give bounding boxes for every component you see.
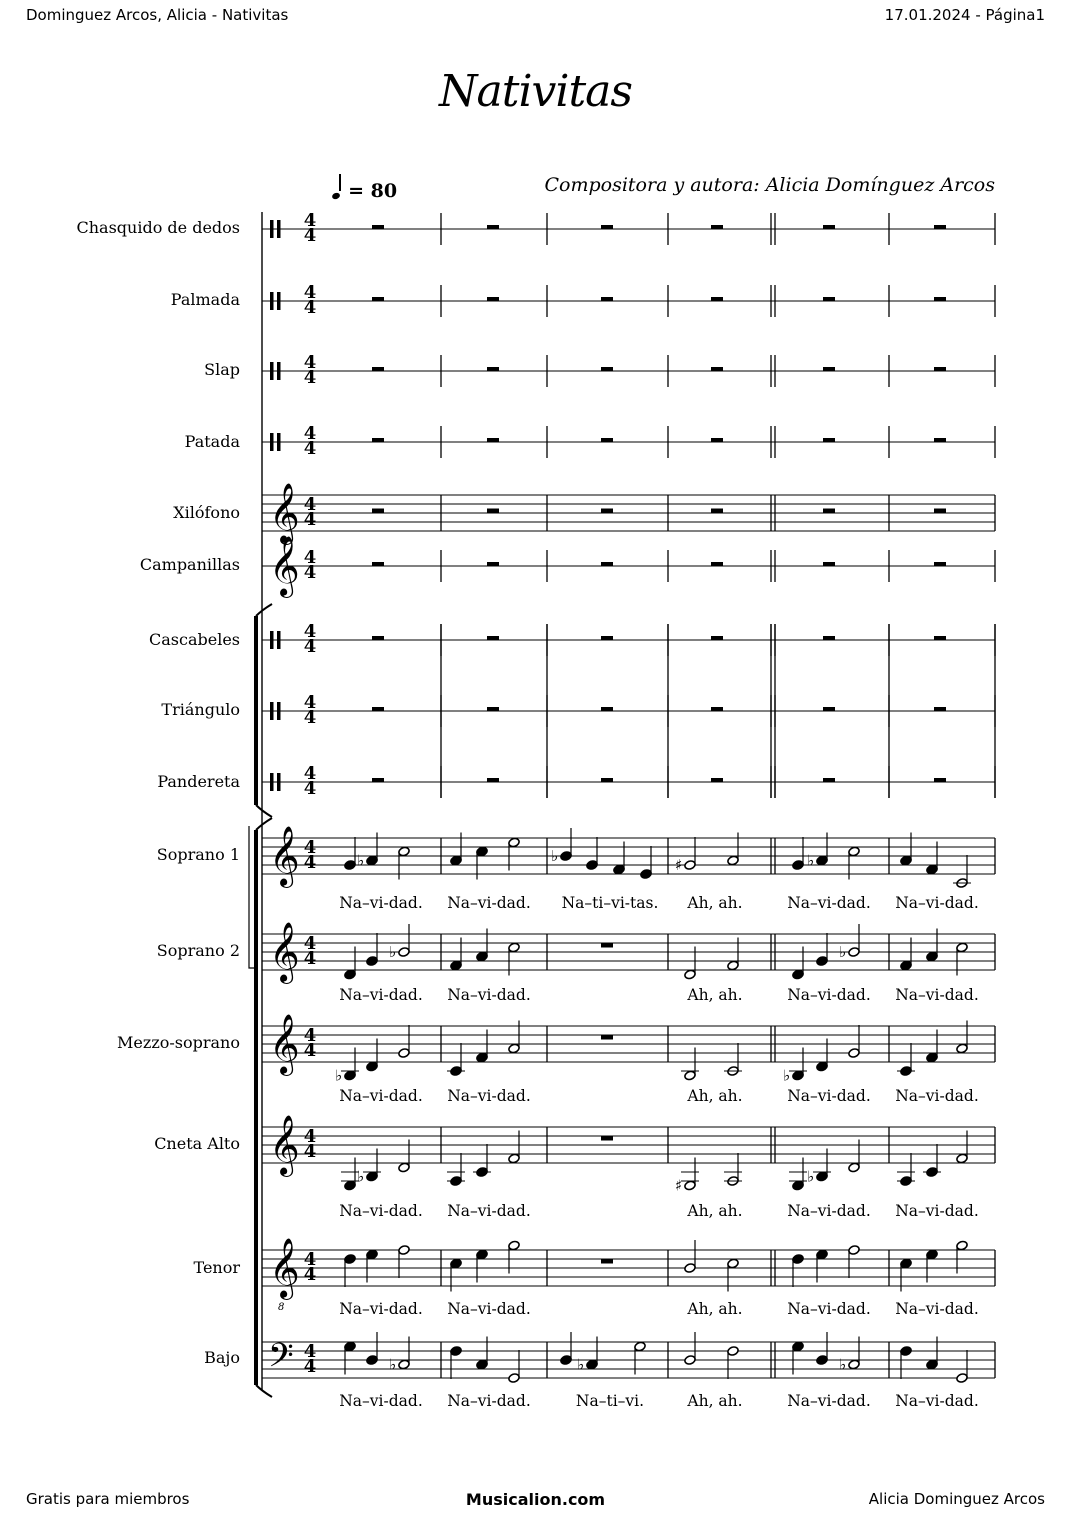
lyric: Na–vi-dad. (447, 986, 531, 1004)
percussion-clef-icon (270, 773, 274, 791)
rest-icon (487, 562, 499, 567)
lyric: Na–vi-dad. (787, 1202, 871, 1220)
treble-clef-icon: 𝄞 (269, 1014, 300, 1074)
time-signature-top: 4 (303, 621, 317, 642)
lyric: Na–vi-dad. (787, 894, 871, 912)
rest-icon (487, 367, 499, 372)
time-signature-bottom: 4 (303, 1040, 317, 1061)
time-signature-top: 4 (303, 1249, 317, 1270)
rest-icon (601, 438, 613, 443)
tempo-value: = 80 (348, 180, 398, 202)
rest-icon (823, 367, 835, 372)
instrument-label: Tenor (193, 1258, 240, 1277)
svg-text:♭: ♭ (551, 847, 559, 865)
percussion-bracket-hook-bottom (256, 805, 272, 817)
rest-icon (711, 509, 723, 514)
rest-icon (823, 562, 835, 567)
instrument-label: Xilófono (173, 503, 240, 522)
lyric: Na–vi-dad. (447, 1300, 531, 1318)
rest-icon (711, 636, 723, 641)
rest-icon (372, 225, 384, 230)
time-signature-top: 4 (303, 547, 317, 568)
note-icon (344, 1254, 356, 1287)
time-signature-top: 4 (303, 494, 317, 515)
time-signature-bottom: 4 (303, 636, 317, 657)
lyric: Na–vi-dad. (787, 986, 871, 1004)
rest-icon (711, 707, 723, 712)
percussion-clef-icon (277, 702, 281, 720)
octave-mark: 8 (278, 1302, 285, 1313)
time-signature-top: 4 (303, 692, 317, 713)
time-signature-top: 4 (303, 1126, 317, 1147)
time-signature-bottom: 4 (303, 297, 317, 318)
time-signature-bottom: 4 (303, 707, 317, 728)
lyric: Na–vi-dad. (447, 1202, 531, 1220)
choir-bracket-hook-bottom (256, 1385, 272, 1397)
rest-icon (487, 438, 499, 443)
note-icon (366, 933, 378, 966)
time-signature-top: 4 (303, 1341, 317, 1362)
percussion-clef-icon (270, 702, 274, 720)
note-icon (816, 933, 828, 966)
instrument-label: Slap (204, 360, 240, 379)
treble-clef-icon: 𝄞 (269, 483, 300, 543)
lyric: Na–vi-dad. (447, 1087, 531, 1105)
rest-icon (823, 297, 835, 302)
rest-icon (711, 367, 723, 372)
note-icon (956, 1350, 968, 1383)
note-icon (897, 1153, 915, 1186)
svg-text:♭: ♭ (783, 1066, 791, 1085)
note-icon (398, 1245, 410, 1278)
rest-icon (372, 636, 384, 641)
note-icon (684, 1240, 696, 1273)
instrument-label: Patada (184, 432, 240, 451)
rest-icon (487, 636, 499, 641)
rest-icon (601, 636, 613, 641)
rest-icon (934, 562, 946, 567)
note-icon (508, 1350, 520, 1383)
rest-icon (823, 707, 835, 712)
svg-text:♭: ♭ (807, 851, 815, 870)
note-icon (560, 1332, 572, 1365)
lyric: Ah, ah. (687, 1087, 743, 1105)
note-icon (586, 837, 598, 870)
rest-icon (601, 778, 613, 783)
percussion-clef-icon (270, 631, 274, 649)
lyric: Ah, ah. (687, 1392, 743, 1410)
lyric: Na–vi-dad. (895, 1087, 979, 1105)
percussion-clef-icon (270, 362, 274, 380)
bass-clef-icon: 𝄢 (268, 1337, 294, 1383)
rest-icon (601, 509, 613, 514)
lyric: Na–vi-dad. (339, 1087, 423, 1105)
lyric: Ah, ah. (687, 986, 743, 1004)
treble-clef-icon: 𝄞 (269, 1115, 300, 1175)
rest-icon (711, 778, 723, 783)
note-icon (684, 1332, 696, 1365)
rest-icon (487, 225, 499, 230)
rest-icon (823, 778, 835, 783)
rest-icon (934, 636, 946, 641)
instrument-label: Pandereta (157, 772, 240, 791)
rest-icon (601, 1136, 613, 1141)
instrument-label: Chasquido de dedos (76, 218, 240, 237)
time-signature-top: 4 (303, 933, 317, 954)
rest-icon (601, 367, 613, 372)
note-icon (398, 1025, 410, 1058)
time-signature-bottom: 4 (303, 225, 317, 246)
note-icon (450, 1346, 462, 1379)
header-right: 17.01.2024 - Página1 (884, 6, 1045, 24)
time-signature-bottom: 4 (303, 509, 317, 530)
time-signature-bottom: 4 (303, 562, 317, 583)
treble-clef-icon: 𝄞 (269, 922, 300, 982)
lyric: Na–vi-dad. (895, 986, 979, 1004)
percussion-clef-icon (277, 773, 281, 791)
svg-text:♭: ♭ (389, 943, 397, 961)
time-signature-top: 4 (303, 210, 317, 231)
footer-left: Gratis para miembros (26, 1490, 190, 1508)
rest-icon (487, 707, 499, 712)
percussion-clef-icon (277, 362, 281, 380)
percussion-clef-icon (270, 433, 274, 451)
note-icon (848, 1245, 860, 1278)
time-signature-bottom: 4 (303, 367, 317, 388)
lyric: Na–vi-dad. (787, 1300, 871, 1318)
lyric: Ah, ah. (687, 894, 743, 912)
time-signature-bottom: 4 (303, 1264, 317, 1285)
svg-text:♭: ♭ (839, 1355, 847, 1374)
note-icon (848, 1025, 860, 1058)
time-signature-bottom: 4 (303, 778, 317, 799)
treble-clef-icon: 𝄞 (269, 826, 300, 886)
svg-text:♭: ♭ (335, 1066, 343, 1085)
rest-icon (601, 707, 613, 712)
time-signature-bottom: 4 (303, 948, 317, 969)
lyric: Na–vi-dad. (339, 1392, 423, 1410)
instrument-label: Soprano 2 (156, 941, 240, 960)
time-signature-top: 4 (303, 352, 317, 373)
rest-icon (487, 778, 499, 783)
time-signature-top: 4 (303, 1025, 317, 1046)
note-icon (473, 1144, 491, 1177)
note-icon (447, 1153, 465, 1186)
note-icon (792, 1254, 804, 1287)
note-icon (953, 855, 971, 888)
rest-icon (934, 707, 946, 712)
lyric: Na–vi-dad. (895, 894, 979, 912)
lyric: Na–vi-dad. (787, 1087, 871, 1105)
rest-icon (711, 438, 723, 443)
svg-text:♭: ♭ (839, 943, 847, 961)
lyric: Na–vi-dad. (895, 1202, 979, 1220)
rest-icon (823, 509, 835, 514)
rest-icon (372, 509, 384, 514)
svg-text:♭: ♭ (807, 1167, 815, 1186)
rest-icon (487, 297, 499, 302)
percussion-clef-icon (270, 220, 274, 238)
lyric: Ah, ah. (687, 1300, 743, 1318)
instrument-label: Campanillas (139, 555, 240, 574)
rest-icon (823, 438, 835, 443)
note-icon (724, 1153, 742, 1186)
composer-credit: Compositora y autora: Alicia Domínguez Arcos (544, 174, 995, 196)
rest-icon (601, 562, 613, 567)
note-icon (640, 846, 652, 879)
note-icon (897, 1043, 915, 1076)
time-signature-bottom: 4 (303, 1141, 317, 1162)
time-signature-bottom: 4 (303, 438, 317, 459)
rest-icon (934, 438, 946, 443)
rest-icon (372, 707, 384, 712)
instrument-label: Mezzo-soprano (117, 1033, 240, 1052)
note-icon (344, 837, 356, 870)
instrument-label: Soprano 1 (156, 845, 240, 864)
rest-icon (601, 297, 613, 302)
treble-clef-icon: 𝄞 (269, 1238, 300, 1298)
time-signature-top: 4 (303, 282, 317, 303)
lyric: Na–vi-dad. (339, 894, 423, 912)
instrument-label: Bajo (204, 1348, 240, 1367)
rest-icon (934, 297, 946, 302)
note-icon (447, 1043, 465, 1076)
rest-icon (372, 297, 384, 302)
svg-text:♭: ♭ (357, 1167, 365, 1186)
footer-right: Alicia Dominguez Arcos (868, 1490, 1045, 1508)
note-icon (900, 1346, 912, 1379)
time-signature-bottom: 4 (303, 852, 317, 873)
rest-icon (823, 636, 835, 641)
note-icon (792, 837, 804, 870)
lyric: Na–vi-dad. (895, 1392, 979, 1410)
svg-text:♭: ♭ (577, 1355, 585, 1374)
score-title: Nativitas (439, 66, 632, 117)
rest-icon (711, 297, 723, 302)
lyric: Na–vi-dad. (895, 1300, 979, 1318)
rest-icon (934, 509, 946, 514)
rest-icon (601, 1035, 613, 1040)
note-icon (923, 1144, 941, 1177)
note-icon (816, 1332, 828, 1365)
note-icon (366, 1332, 378, 1365)
rest-icon (487, 509, 499, 514)
lyric: Na–ti–vi. (575, 1392, 645, 1410)
svg-text:♯: ♯ (675, 856, 683, 874)
time-signature-top: 4 (303, 423, 317, 444)
rest-icon (372, 562, 384, 567)
footer-brand: Musicalion.com (465, 1490, 606, 1509)
instrument-label: Cneta Alto (154, 1134, 240, 1153)
percussion-bracket-hook-top (256, 604, 272, 616)
percussion-clef-icon (277, 220, 281, 238)
rest-icon (601, 943, 613, 948)
note-icon (727, 1346, 739, 1379)
lyric: Na–ti–vi-tas. (561, 894, 659, 912)
rest-icon (372, 778, 384, 783)
time-signature-top: 4 (303, 763, 317, 784)
svg-text:♯: ♯ (675, 1176, 683, 1195)
percussion-clef-icon (277, 292, 281, 310)
rest-icon (934, 778, 946, 783)
percussion-clef-icon (277, 433, 281, 451)
lyric: Ah, ah. (687, 1202, 743, 1220)
percussion-clef-icon (270, 292, 274, 310)
rest-icon (934, 225, 946, 230)
rest-icon (823, 225, 835, 230)
lyric: Na–vi-dad. (339, 1300, 423, 1318)
rest-icon (601, 225, 613, 230)
rest-icon (372, 438, 384, 443)
time-signature-bottom: 4 (303, 1356, 317, 1377)
instrument-label: Cascabeles (149, 630, 240, 649)
note-icon (724, 1043, 742, 1076)
percussion-clef-icon (277, 631, 281, 649)
rest-icon (601, 1259, 613, 1264)
treble-clef-icon: 𝄞 (269, 536, 300, 596)
lyric: Na–vi-dad. (339, 1202, 423, 1220)
rest-icon (934, 367, 946, 372)
instrument-label: Palmada (170, 290, 240, 309)
instrument-label: Triángulo (161, 700, 240, 719)
lyric: Na–vi-dad. (447, 1392, 531, 1410)
lyric: Na–vi-dad. (339, 986, 423, 1004)
lyric: Na–vi-dad. (447, 894, 531, 912)
rest-icon (372, 367, 384, 372)
rest-icon (711, 225, 723, 230)
header-left: Dominguez Arcos, Alicia - Nativitas (26, 6, 289, 24)
rest-icon (711, 562, 723, 567)
svg-text:♭: ♭ (357, 851, 365, 870)
lyric: Na–vi-dad. (787, 1392, 871, 1410)
svg-text:♭: ♭ (389, 1355, 397, 1374)
time-signature-top: 4 (303, 837, 317, 858)
